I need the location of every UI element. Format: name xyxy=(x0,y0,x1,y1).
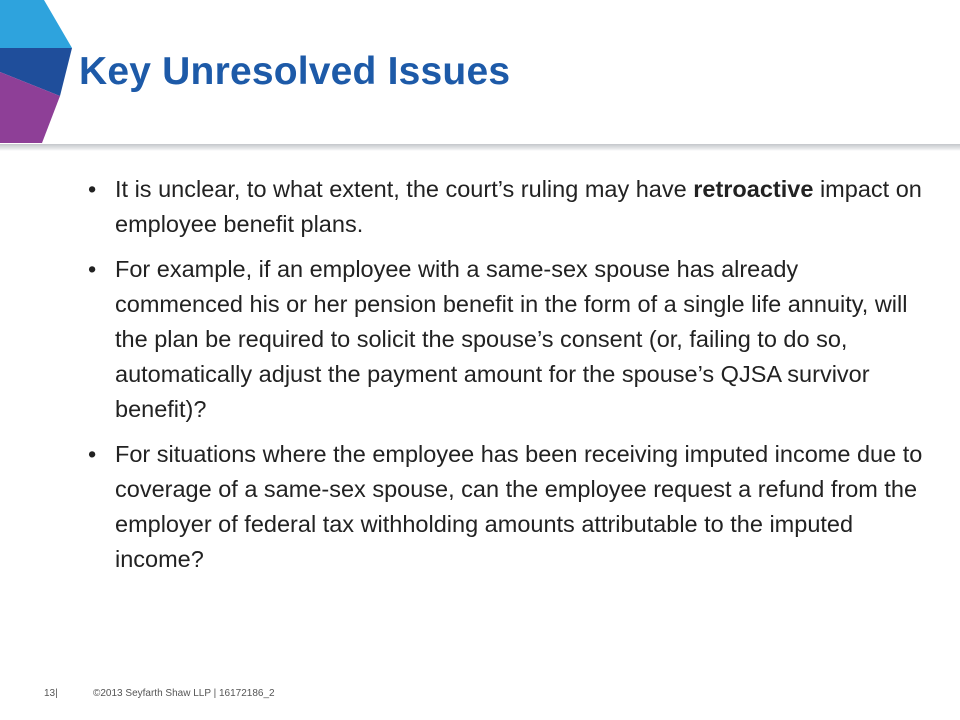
seyfarth-logo-mark xyxy=(0,0,80,150)
page-number: 13| xyxy=(44,688,58,699)
bullet-text-end: impact on employee benefit plans. xyxy=(115,176,922,237)
slide-title: Key Unresolved Issues xyxy=(79,50,511,93)
bullet-marker: • xyxy=(88,176,97,202)
copyright-notice: ©2013 Seyfarth Shaw LLP | 16172186_2 xyxy=(93,688,275,699)
logo-light-blue-shape xyxy=(0,0,72,48)
slide-footer xyxy=(0,688,960,706)
bullet-text: For situations where the employee has been receiving imputed income due to coverage of a same-sex spouse, can the employee request a refund from the employer of federal tax withholding amounts attributable to the imputed income? xyxy=(115,441,923,572)
bullet-text: It is unclear, to what extent, the court’s ruling may have xyxy=(115,176,694,202)
bullet-item xyxy=(88,172,928,242)
title-divider xyxy=(0,144,960,151)
bullet-text: For example, if an employee with a same-sex spouse has already commenced his or her pension benefit in the form of a single life annuity, will the plan be required to solicit the spouse’s consent (or, failing to do so, automatically adjust the payment amount for the spouse’s QJSA survivor benefit)? xyxy=(115,256,908,422)
bullet-marker: • xyxy=(88,441,97,467)
bullet-emphasis: retroactive xyxy=(693,176,814,202)
bullet-list xyxy=(88,172,928,587)
bullet-item xyxy=(88,252,928,427)
bullet-item xyxy=(88,437,928,577)
bullet-marker: • xyxy=(88,256,97,282)
